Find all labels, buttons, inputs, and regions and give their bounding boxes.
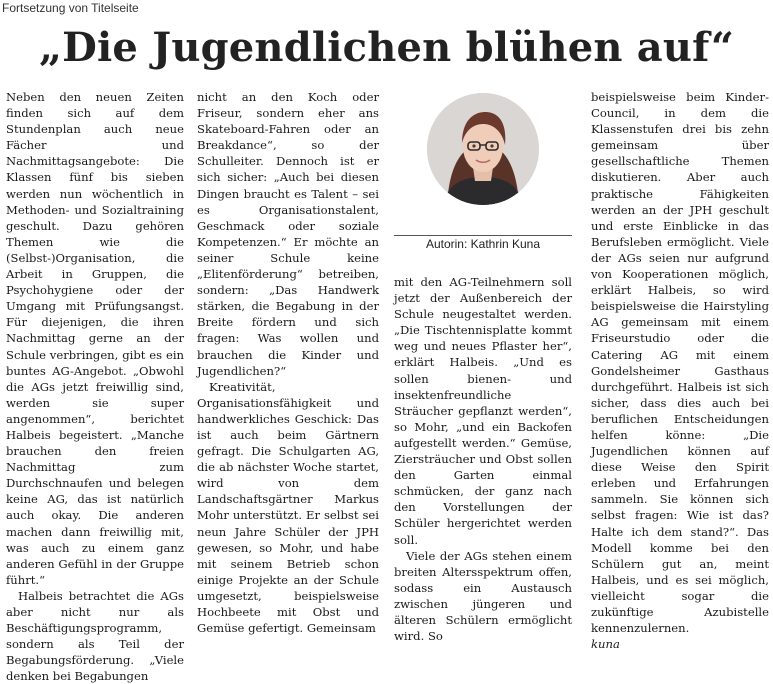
kicker-line: Fortsetzung von Titelseite bbox=[2, 1, 139, 15]
column-2-paragraph-2: Kreativität, Organisationsfähigkeit und handwerkliches Geschick: Das ist auch beim Gärtnern gefragt. Die Schulgarten AG, die ab nächster Woche startet, wird von dem Landschaftsgärtner Markus Mohr unterstützt. Er selbst sei neun Jahre Schüler der JPH gewesen, so Mohr, und habe mit seinem Betrieb schon einige Projekte an der Schule umgesetzt, beispielsweise Hochbeete mit Obst und Gemüse gefertigt. Gemeinsam bbox=[197, 379, 379, 636]
headline: „Die Jugendlichen blühen auf“ bbox=[38, 24, 735, 71]
column-3-paragraph-1: mit den AG-Teilnehmern soll jetzt der Außenbereich der Schule neugestaltet werden. „Die Tischtennisplatte kommt weg und neues Pflaster her“, erklärt Halbeis. „Und es sollen bienen- und insektenfreundliche Sträucher gepflanzt werden“, so Mohr, „und ein Backofen aufgestellt werden.“ Gemüse, Ziersträucher und Obst sollen den Garten einmal schmücken, der ganz nach den Vorstellungen der Schüler hergerichtet werden soll. bbox=[394, 275, 572, 547]
column-1-paragraph-1: Neben den neuen Zeiten finden sich auf dem Stundenplan auch neue Fächer und Nachmittagsangebote: Die Klassen fünf bis sieben werden nun wöchentlich in Methoden- und Sozialtraining geschult. Dazu gehören Themen wie die (Selbst-)Organisation, die Arbeit in Gruppen, die Psychohygiene oder der Umgang mit Prüfungsangst. Für diejenigen, die ihren Nachmittag gerne an der Schule verbringen, gibt es ein buntes AG-Angebot. „Obwohl die AGs jetzt freiwillig sind, werden sie super angenommen“, berichtet Halbeis begeistert. „Manche brauchen den freien Nachmittag zum Durchschnaufen und belegen keine AG, das ist natürlich auch okay. Die anderen machen dann freiwillig mit, was auch zu einem ganz anderen Gefühl in der Gruppe führt.“ bbox=[6, 90, 184, 587]
author-portrait bbox=[427, 93, 539, 205]
photo-caption: Autorin: Kathrin Kuna bbox=[425, 237, 541, 251]
column-2-paragraph-1: nicht an den Koch oder Friseur, sondern eher ans Skateboard-Fahren oder an Breakdance“, so der Schulleiter. Dennoch ist er sich sicher: „Auch bei diesen Dingen braucht es Talent – sei es Organisationstalent, Geschmack oder soziale Kompetenzen.“ Er möchte an seiner Schule keine „Elitenförderung“ betreiben, sondern: „Das Handwerk stärken, die Begabung in der Breite fördern und sich fragen: Was wollen und brauchen die Kinder und Jugendlichen?“ bbox=[197, 90, 379, 378]
article-column-1 bbox=[6, 89, 184, 684]
article-column-4 bbox=[591, 89, 769, 652]
author-signature: kuna bbox=[591, 637, 620, 652]
article-column-3 bbox=[394, 274, 572, 644]
column-3-paragraph-2: Viele der AGs stehen einem breiten Altersspektrum offen, sodass ein Austausch zwischen jüngeren und älteren Schülern ermöglicht wird. So bbox=[394, 548, 572, 644]
article-column-2 bbox=[197, 89, 379, 636]
column-1-paragraph-2: Halbeis betrachtet die AGs aber nicht nur als Beschäftigungsprogramm, sondern als Teil der Begabungsförderung. „Viele denken bei Begabungen bbox=[6, 588, 184, 684]
author-photo-box bbox=[394, 89, 572, 249]
column-4-paragraph-1: beispielsweise beim Kinder-Council, in dem die Klassenstufen drei bis zehn gemeinsam über gesellschaftliche Themen diskutieren. Aber auch praktische Fähigkeiten werden an der JPH geschult und erste Einblicke in das Berufsleben ermöglicht. Viele der AGs seien nur aufgrund von Kooperationen möglich, erklärt Halbeis, so wird beispielsweise die Hairstyling AG gemeinsam mit einem Friseurstudio oder die Catering AG mit einem Gondelsheimer Gasthaus durchgeführt. Halbeis ist sich sicher, dass dies auch bei beruflichen Entscheidungen helfen könne: „Die Jugendlichen können auf diese Weise den Spirit erleben und Erfahrungen sammeln. Sie können sich selbst fragen: Wie ist das? Halte ich dem stand?“. Das Modell komme bei den Schülern gut an, meint Halbeis, und es sei möglich, vielleicht sogar die zukünftige Azubistelle kennenzulernen. bbox=[591, 90, 769, 636]
caption-rule bbox=[394, 235, 572, 236]
